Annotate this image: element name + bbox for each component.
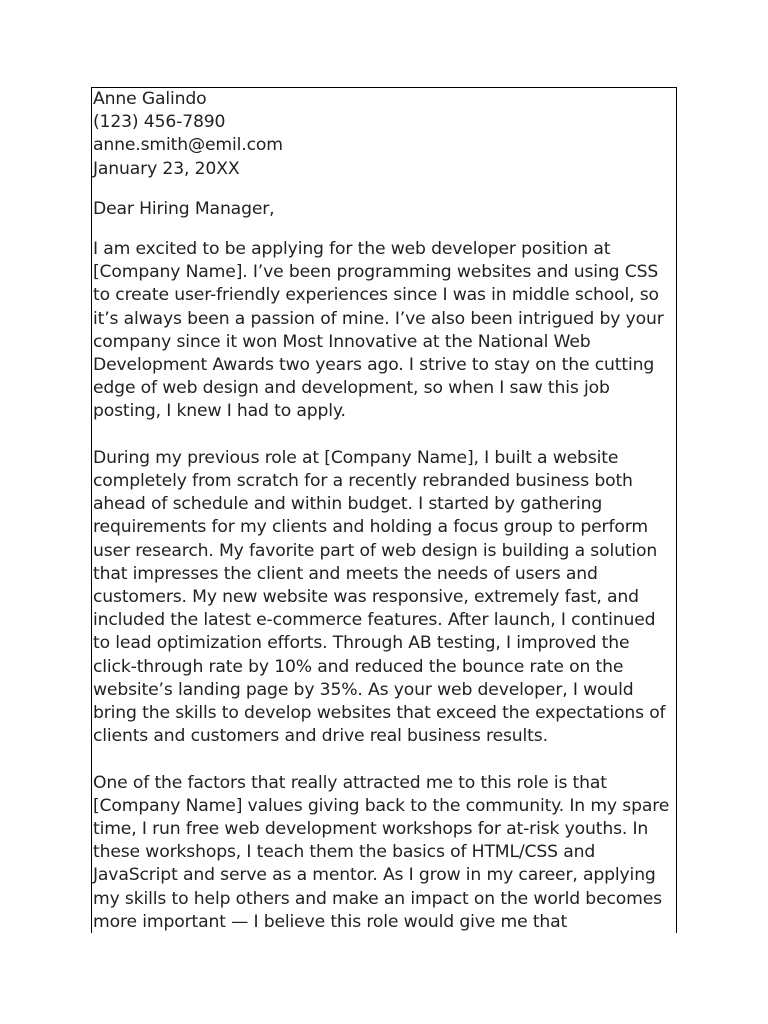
salutation: Dear Hiring Manager, xyxy=(93,198,275,219)
paragraph-intro: I am excited to be applying for the web developer position at [Company Name]. I’ve been programming websites and using CSS to create user-friendly experiences since I was in middle school, so it’s always been a passion of mine. I’ve also been intrigued by your company since it won Most Innovative at the National Web Development Awards two years ago. I strive to stay on the cutting edge of web design and development, so when I saw this job posting, I knew I had to apply. xyxy=(93,239,664,422)
sender-info xyxy=(93,88,676,181)
letter-date: January 23, 20XX xyxy=(93,158,240,179)
letter-body xyxy=(92,88,676,933)
paragraph-community: One of the factors that really attracted me to this role is that [Company Name] values giving back to the community. In my spare time, I run free web development workshops for at-risk youths. In these workshops, I teach them the basics of HTML/CSS and JavaScript and serve as a mentor. As I grow in my career, applying my skills to help others and make an impact on the world becomes more important — I believe this role would give me that xyxy=(93,772,670,932)
paragraph-experience: During my previous role at [Company Name], I built a website completely from scratch for a recently rebranded business both ahead of schedule and within budget. I started by gathering requirements for my clients and holding a focus group to perform user research. My favorite part of web design is building a solution that impresses the client and meets the needs of users and customers. My new website was responsive, extremely fast, and included the latest e-commerce features. After launch, I continued to lead optimization efforts. Through AB testing, I improved the click-through rate by 10% and reduced the bounce rate on the website’s landing page by 35%. As your web developer, I would bring the skills to develop websites that exceed the expectations of clients and customers and drive real business results. xyxy=(93,447,666,747)
sender-email: anne.smith@emil.com xyxy=(93,135,283,156)
sender-phone: (123) 456-7890 xyxy=(93,112,226,133)
sender-name: Anne Galindo xyxy=(93,89,207,109)
cover-letter-page xyxy=(91,87,677,933)
